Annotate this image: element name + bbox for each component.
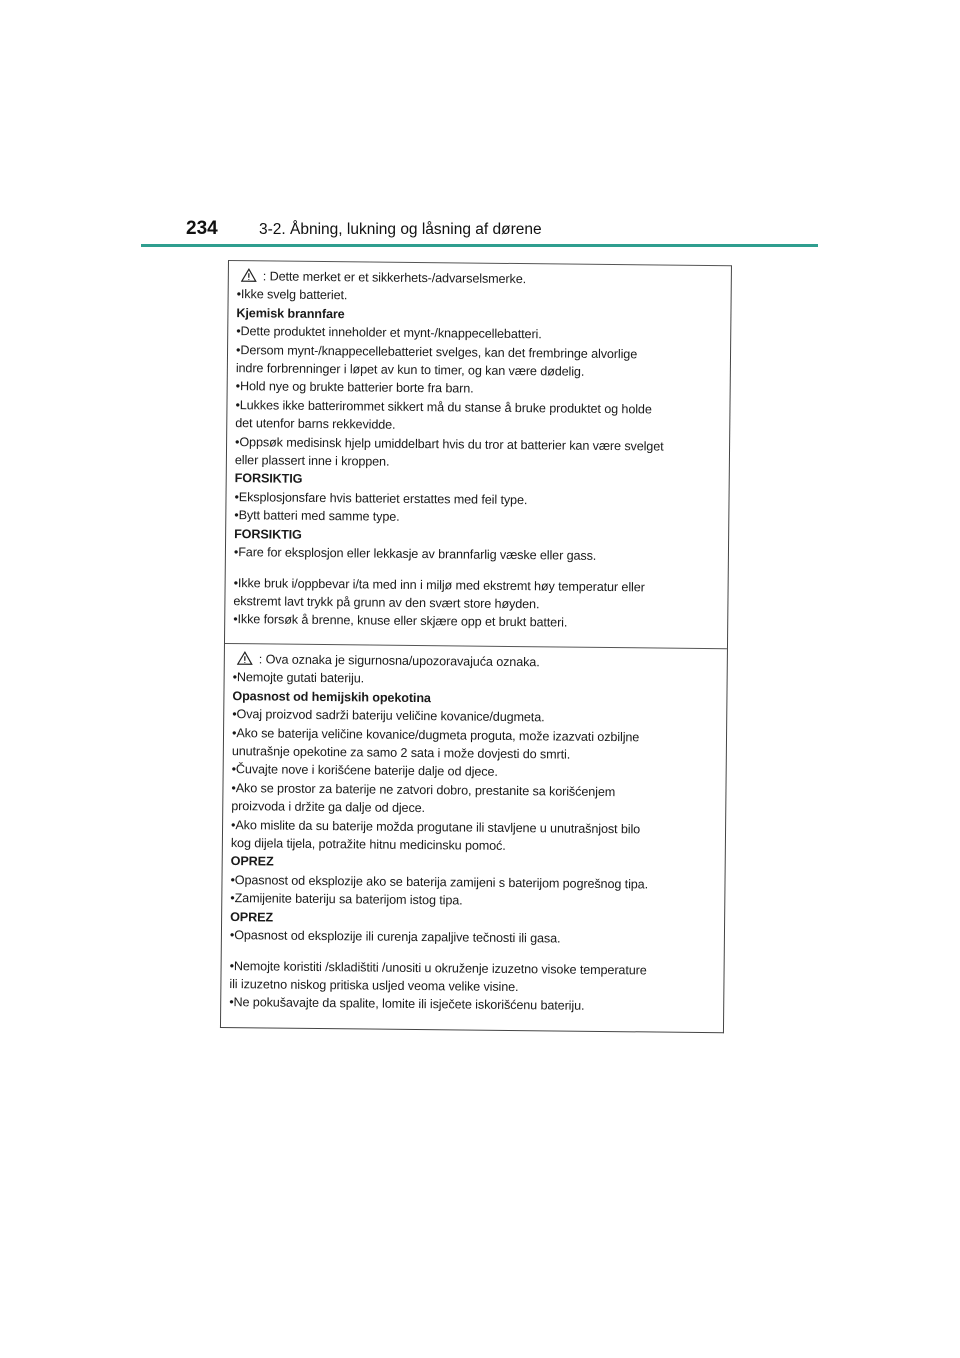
warning-line-text: Kjemisk brannfare [236, 305, 345, 322]
warning-line-text: •Opasnost od eksplozije ako se baterija zamijeni s baterijom pogrešnog tipa. [230, 872, 649, 892]
warning-line-text: unutrašnje opekotine za samo 2 sata i može dovjesti do smrti. [231, 744, 571, 762]
warning-line-text: : Ova oznaka je sigurnosna/upozoravajuća oznaka. [258, 652, 540, 670]
warning-line-text: •Ikke bruk i/oppbevar i/ta med inn i miljø med ekstremt høy temperatur eller [233, 575, 645, 594]
warning-line-text: FORSIKTIG [234, 526, 302, 542]
warning-line-text: •Ikke svelg batteriet. [236, 287, 348, 303]
warning-line-text: det utenfor barns rekkevidde. [235, 416, 396, 433]
warning-line-text: •Dersom mynt-/knappecellebatteriet svelges, kan det frembringe alvorlige [235, 342, 638, 361]
warning-line-text: FORSIKTIG [234, 471, 303, 487]
norwegian-warning-panel [225, 261, 731, 646]
warning-line-text: •Fare for eksplosjon eller lekkasje av brannfarlig væske eller gass. [233, 545, 597, 563]
warning-line-text: indre forbrenninger i løpet av kun to timer, og kan være dødelig. [235, 361, 585, 379]
warning-line-text: •Ako se prostor za baterije ne zatvori dobro, prestanite sa korišćenjem [231, 780, 616, 799]
warning-line [230, 926, 714, 949]
warning-line-text: proizvoda i držite ga dalje od djece. [231, 799, 426, 816]
warning-line-text: : Dette merket er et sikkerhets-/advarselsmerke. [262, 269, 527, 287]
warning-line-text: ili izuzetno niskog pritiska usljed veoma velike visine. [229, 976, 519, 994]
page-number: 234 [186, 218, 218, 239]
header-rule [141, 244, 818, 247]
warning-line [234, 543, 718, 566]
croatian-warning-panel [221, 643, 727, 1032]
warning-label-sheet [220, 260, 732, 1033]
warning-triangle-icon [241, 268, 257, 282]
warning-line-text: •Dette produktet inneholder et mynt-/knappecellebatteri. [236, 324, 542, 342]
warning-line [233, 610, 717, 633]
warning-line-text: •Zamijenite bateriju sa baterijom istog tipa. [230, 891, 463, 908]
warning-line-text: ekstremt lavt trykk på grunn av den svært store høyden. [233, 593, 540, 612]
warning-line-text: •Nemojte gutati bateriju. [232, 670, 365, 686]
warning-line-text: •Bytt batteri med samme type. [234, 508, 400, 525]
warning-line-text: •Opasnost od eksplozije ili curenja zapaljive tečnosti ili gasa. [229, 928, 561, 946]
warning-line-text: •Ikke forsøk å brenne, knuse eller skjære opp et brukt batteri. [233, 612, 568, 630]
warning-line [229, 993, 713, 1016]
warning-line-text: OPREZ [230, 909, 274, 925]
warning-line-text: •Ako se baterija veličine kovanice/dugmeta proguta, može izazvati ozbiljne [231, 725, 640, 744]
warning-line-text: eller plassert inne i kroppen. [234, 453, 390, 469]
warning-line-text: OPREZ [230, 854, 274, 869]
warning-line-text: •Lukkes ikke batterirommet sikkert må du stanse å bruke produktet og holde [235, 397, 652, 417]
warning-line-text: •Hold nye og brukte batterier borte fra barn. [235, 379, 474, 397]
warning-triangle-icon [237, 651, 253, 665]
warning-line-text: •Nemojte koristiti /skladištiti /unositi u okruženje izuzetno visoke temperature [229, 958, 647, 977]
warning-line-text: •Čuvajte nove i korišćene baterije dalje od djece. [231, 762, 498, 780]
warning-line-text: •Eksplosjonsfare hvis batteriet erstattes med feil type. [234, 489, 528, 508]
warning-line-text: •Ovaj proizvod sadrži bateriju veličine kovanice/dugmeta. [232, 707, 545, 725]
section-title: 3-2. Åbning, lukning og låsning af dørene [259, 221, 542, 238]
warning-line-text: •Ne pokušavajte da spalite, lomite ili isječete iskorišćenu bateriju. [229, 995, 585, 1014]
warning-line-text: Opasnost od hemijskih opekotina [232, 688, 431, 705]
warning-line-text: •Oppsøk medisinsk hjelp umiddelbart hvis du tror at batterier kan være svelget [235, 434, 664, 454]
page-header [186, 218, 826, 246]
warning-line-text: kog dijela tijela, potražite hitnu medicinsku pomoć. [230, 836, 506, 854]
warning-line-text: •Ako mislite da su baterije možda progutane ili stavljene u unutrašnjost bilo [231, 817, 641, 837]
